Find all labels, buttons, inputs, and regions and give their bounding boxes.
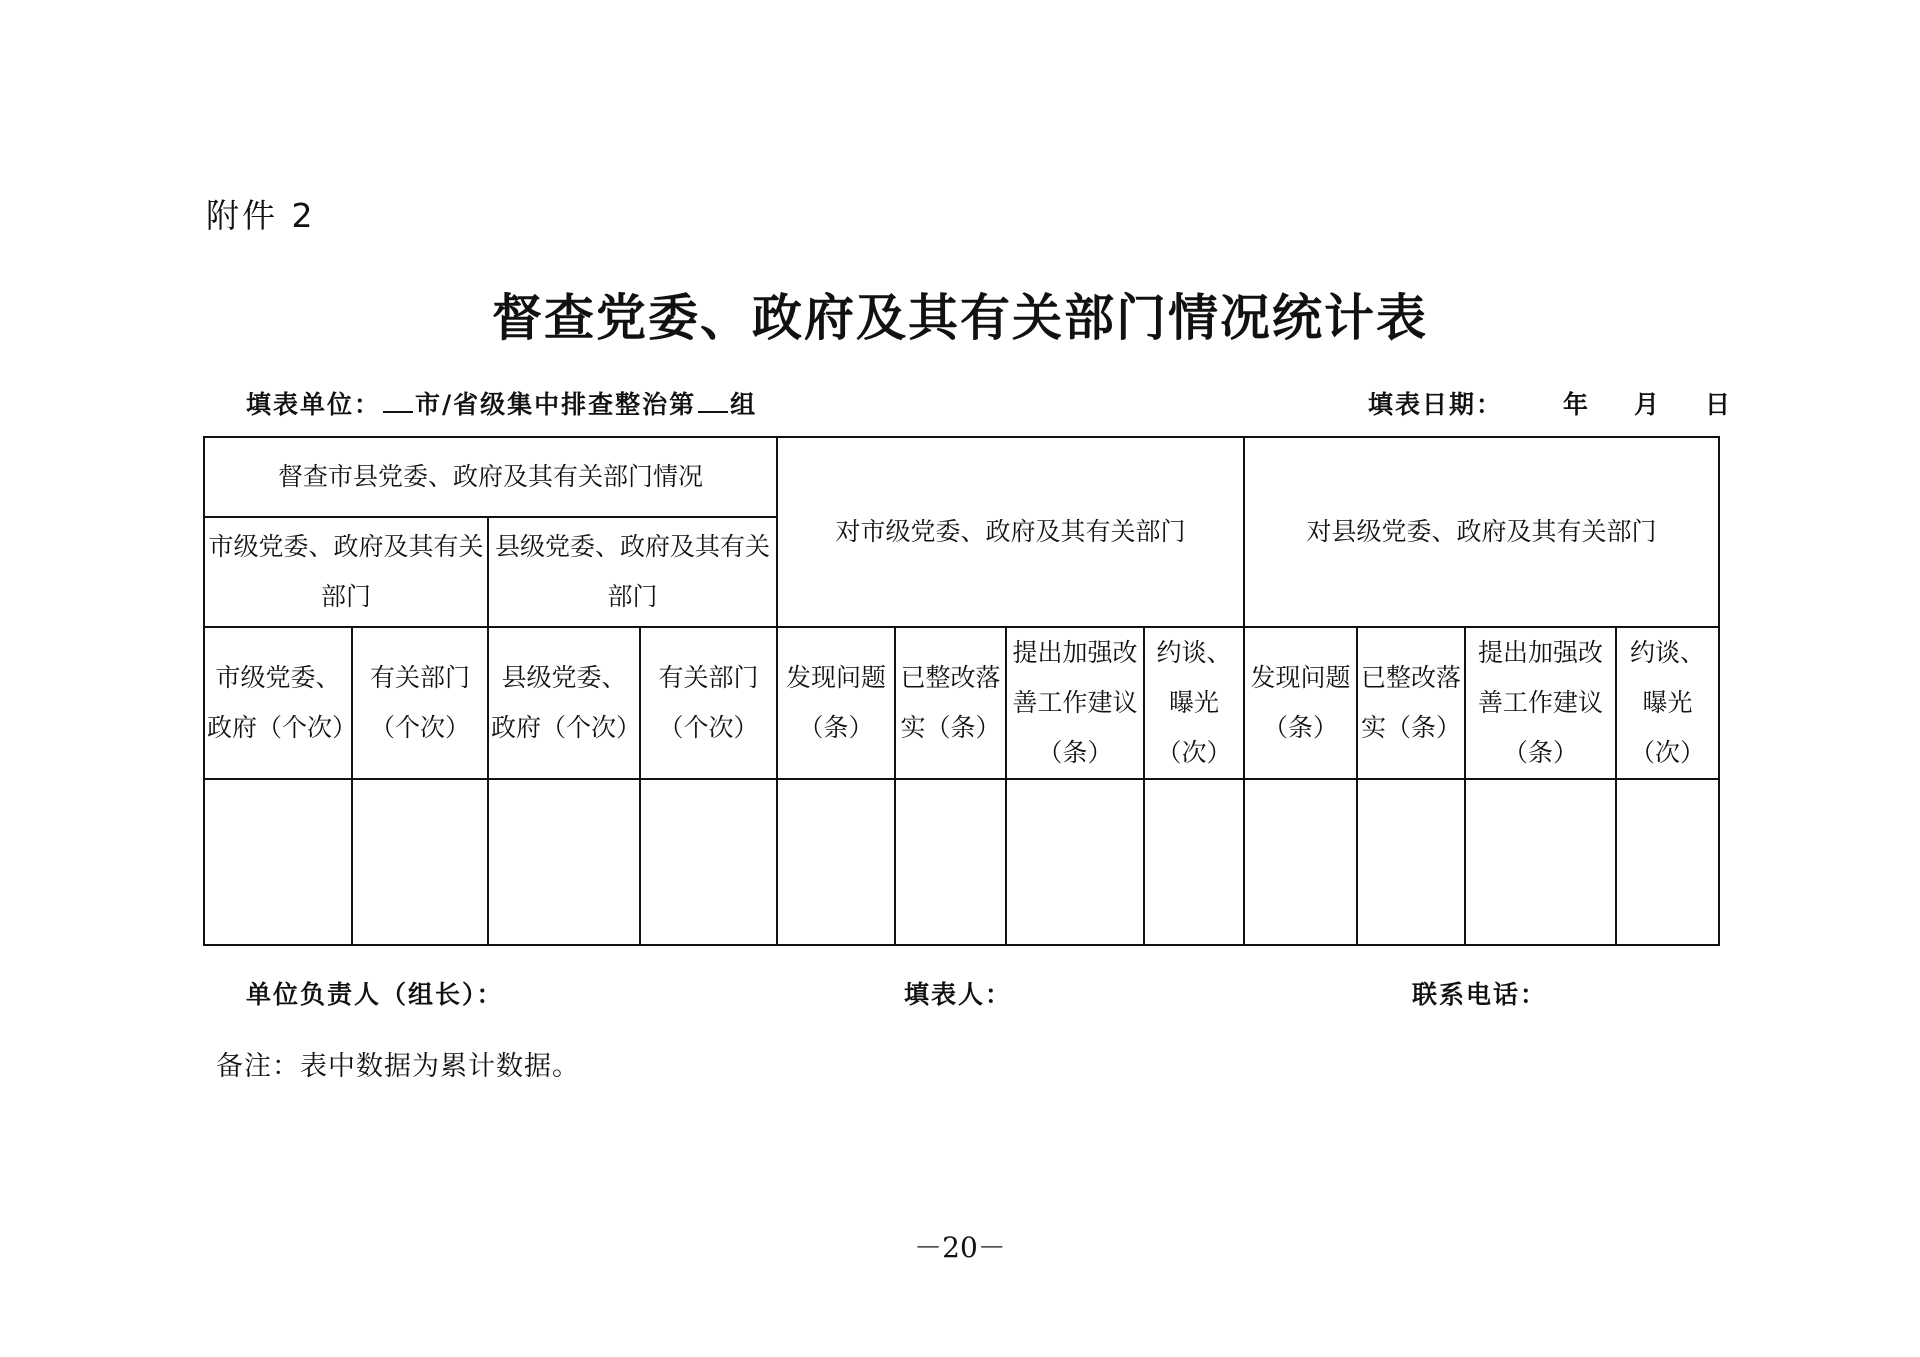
data-cell[interactable] bbox=[1616, 779, 1719, 945]
data-cell[interactable] bbox=[352, 779, 488, 945]
date-month: 月 bbox=[1634, 390, 1662, 419]
fill-unit-label: 填表单位： bbox=[246, 390, 382, 419]
header-county-targets: 对县级党委、政府及其有关部门 bbox=[1244, 437, 1719, 627]
column-header: 有关部门（个次） bbox=[352, 627, 488, 779]
column-header: 已整改落实（条） bbox=[1357, 627, 1465, 779]
blank-city bbox=[383, 387, 413, 413]
statistics-table bbox=[203, 436, 1720, 946]
remark-note: 备注：表中数据为累计数据。 bbox=[216, 1051, 580, 1082]
data-cell[interactable] bbox=[1144, 779, 1244, 945]
blank-group bbox=[698, 387, 728, 413]
column-header: 提出加强改善工作建议（条） bbox=[1006, 627, 1144, 779]
column-header: 提出加强改善工作建议（条） bbox=[1465, 627, 1616, 779]
leader-label: 单位负责人（组长）： bbox=[246, 980, 504, 1009]
phone-label: 联系电话： bbox=[1412, 980, 1548, 1009]
data-cell[interactable] bbox=[777, 779, 895, 945]
header-sub-county: 县级党委、政府及其有关部门 bbox=[488, 517, 777, 627]
data-cell[interactable] bbox=[488, 779, 640, 945]
attachment-label: 附件 2 bbox=[206, 196, 316, 235]
header-main-group: 督查市县党委、政府及其有关部门情况 bbox=[204, 437, 777, 517]
page-number: －20－ bbox=[914, 1231, 1006, 1264]
data-cell[interactable] bbox=[1006, 779, 1144, 945]
column-header: 约谈、曝光（次） bbox=[1616, 627, 1719, 779]
column-header: 发现问题（条） bbox=[777, 627, 895, 779]
date-year: 年 bbox=[1563, 390, 1591, 419]
data-cell[interactable] bbox=[640, 779, 777, 945]
column-header: 已整改落实（条） bbox=[895, 627, 1006, 779]
header-city-targets: 对市级党委、政府及其有关部门 bbox=[777, 437, 1244, 627]
table-row bbox=[204, 779, 1719, 945]
data-cell[interactable] bbox=[204, 779, 352, 945]
fill-unit-city: 市/省级集中排查整治第 bbox=[415, 390, 697, 419]
column-header: 市级党委、政府（个次） bbox=[204, 627, 352, 779]
column-header: 有关部门（个次） bbox=[640, 627, 777, 779]
fill-unit-suffix: 组 bbox=[730, 390, 758, 419]
fill-unit-line bbox=[246, 385, 757, 421]
header-sub-city: 市级党委、政府及其有关部门 bbox=[204, 517, 488, 627]
fill-date-label: 填表日期： bbox=[1368, 390, 1504, 419]
data-cell[interactable] bbox=[1244, 779, 1357, 945]
column-header: 县级党委、政府（个次） bbox=[488, 627, 640, 779]
column-header: 约谈、曝光（次） bbox=[1144, 627, 1244, 779]
date-day: 日 bbox=[1705, 390, 1733, 419]
data-cell[interactable] bbox=[1357, 779, 1465, 945]
data-cell[interactable] bbox=[1465, 779, 1616, 945]
filler-label: 填表人： bbox=[904, 980, 1013, 1009]
document-title: 督查党委、政府及其有关部门情况统计表 bbox=[492, 288, 1428, 347]
column-header: 发现问题（条） bbox=[1244, 627, 1357, 779]
fill-date-line bbox=[1368, 385, 1732, 421]
data-cell[interactable] bbox=[895, 779, 1006, 945]
